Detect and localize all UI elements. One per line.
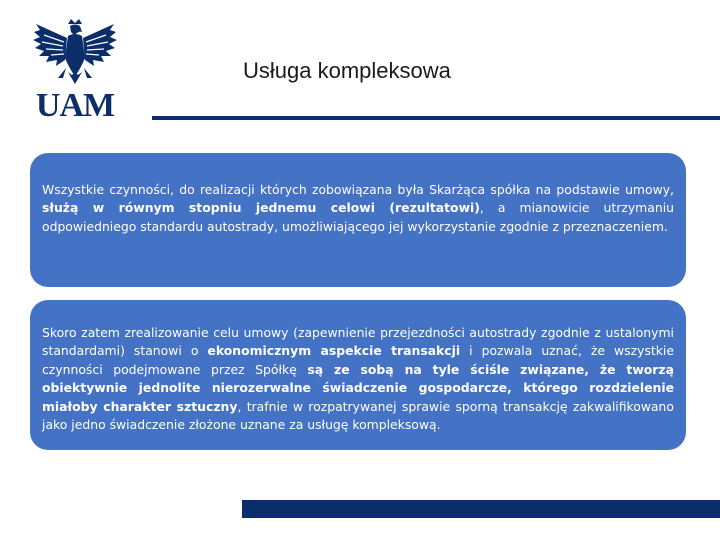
footer-bar bbox=[242, 500, 720, 518]
box1-text-3: , a mianowicie utrzymaniu odpowiedniego standardu autostrady, umożliwiającego jej wykorzystanie zgodnie z przeznaczeniem. bbox=[42, 200, 674, 234]
box2-text-3: i pozwala uznać, że wszystkie czynności podejmowane przez Spółkę bbox=[42, 343, 675, 377]
content-box-1 bbox=[30, 153, 686, 287]
box2-text-1: Skoro zatem zrealizowanie celu umowy (zapewnienie przejezdności autostrady zgodnie z ustalonymi standardami) stanowi o bbox=[42, 325, 674, 359]
box1-paragraph bbox=[42, 181, 674, 236]
uam-logo bbox=[30, 18, 120, 120]
box1-text-1: Wszystkie czynności, do realizacji których zobowiązana była Skarżąca spółka na podstawie umowy, bbox=[42, 182, 674, 197]
box2-text-4-bold: są ze sobą na tyle ściśle związane, że tworzą obiektywnie jednolite nierozerwalne świadczenie gospodarcze, którego rozdzielenie miałoby charakter sztuczny bbox=[42, 361, 674, 414]
header-divider bbox=[152, 116, 720, 120]
box2-text-5: , trafnie w rozpatrywanej sprawie sporną transakcję zakwalifikowano jako jedno świadczenie złożone uznane za usługę kompleksową. bbox=[42, 398, 674, 433]
box2-paragraph bbox=[42, 324, 674, 434]
box2-text-2-bold: ekonomicznym aspekcie transakcji bbox=[207, 343, 461, 359]
content-box-2 bbox=[30, 300, 686, 450]
box1-text-2-bold: służą w równym stopniu jednemu celowi (rezultatowi) bbox=[42, 200, 480, 216]
logo-lettering: UAM bbox=[35, 87, 115, 120]
page-title: Usługa kompleksowa bbox=[243, 58, 451, 83]
uam-eagle-emblem bbox=[30, 18, 120, 120]
